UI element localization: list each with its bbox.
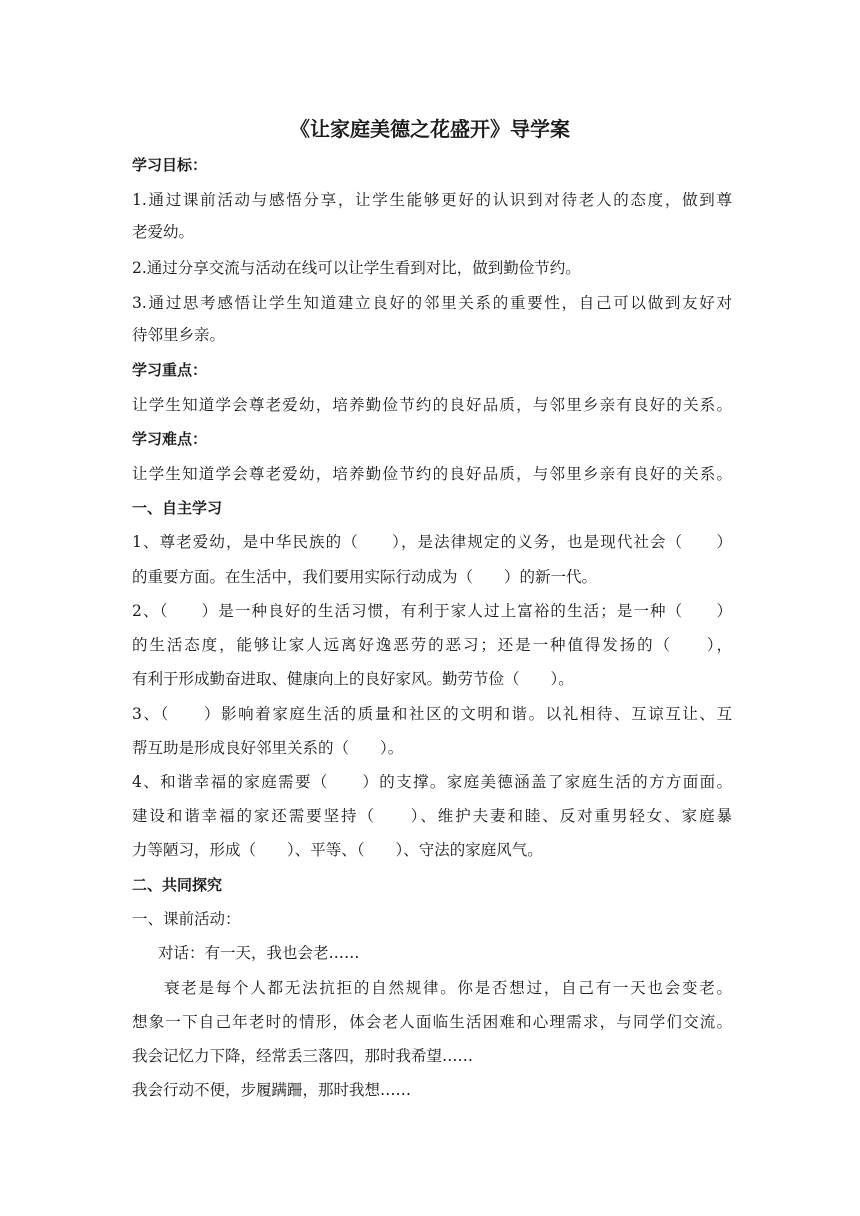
key-points-text: 让学生知道学会尊老爱幼，培养勤俭节约的良好品质，与邻里乡亲有良好的关系。 [132,396,732,414]
activity-text-line-1: 衰老是每个人都无法抗拒的自然规律。你是否想过，自己有一天也会变老。 [164,979,732,997]
question-2-line-1: 2、（ ）是一种良好的生活习惯，有利于家人过上富裕的生活；是一种（ ） [132,602,732,620]
question-4-line-2: 建设和谐幸福的家还需要坚持（ ）、维护夫妻和睦、反对重男轻女、家庭暴 [132,807,732,825]
section-1-heading: 一、自主学习 [132,499,223,517]
objective-3-line-1: 3.通过思考感悟让学生知道建立良好的邻里关系的重要性，自己可以做到友好对 [132,294,732,312]
objective-1-line-1: 1.通过课前活动与感悟分享，让学生能够更好的认识到对待老人的态度，做到尊 [132,191,732,209]
pre-class-activity-heading: 一、课前活动： [132,910,241,928]
question-1-line-2: 的重要方面。在生活中，我们要用实际行动成为（ ）的新一代。 [132,568,598,586]
question-4-line-1: 4、和谐幸福的家庭需要（ ）的支撑。家庭美德涵盖了家庭生活的方方面面。 [132,773,732,791]
question-3-line-2: 帮互助是形成良好邻里关系的（ ）。 [132,739,404,757]
document-title: 《让家庭美德之花盛开》导学案 [290,117,570,141]
question-4-line-3: 力等陋习，形成（ ）、平等、（ ）、守法的家庭风气。 [132,841,543,859]
difficulties-heading: 学习难点： [132,430,208,448]
objective-1-line-2: 老爱幼。 [132,223,195,241]
question-2-line-3: 有利于形成勤奋进取、健康向上的良好家风。勤劳节俭（ ）。 [132,670,574,688]
section-2-heading: 二、共同探究 [132,876,223,894]
question-1-line-1: 1、尊老爱幼，是中华民族的（ ），是法律规定的义务，也是现代社会（ ） [132,533,732,551]
objective-3-line-2: 待邻里乡亲。 [132,326,226,344]
question-3-line-1: 3、（ ）影响着家庭生活的质量和社区的文明和谐。以礼相待、互谅互让、互 [132,705,732,723]
activity-text-line-2: 想象一下自己年老时的情形，体会老人面临生活困难和心理需求，与同学们交流。 [132,1013,732,1031]
objective-2: 2.通过分享交流与活动在线可以让学生看到对比，做到勤俭节约。 [132,259,581,277]
objectives-heading: 学习目标： [132,156,208,174]
question-2-line-2: 的生活态度，能够让家人远离好逸恶劳的恶习；还是一种值得发扬的（ ）， [132,636,732,654]
difficulties-text: 让学生知道学会尊老爱幼，培养勤俭节约的良好品质，与邻里乡亲有良好的关系。 [132,465,732,483]
key-points-heading: 学习重点： [132,361,208,379]
dialogue-title: 对话：有一天，我也会老…… [158,944,360,962]
activity-text-line-3: 我会记忆力下降，经常丢三落四，那时我希望…… [132,1047,474,1065]
activity-text-line-4: 我会行动不便，步履蹒跚，那时我想…… [132,1081,412,1099]
